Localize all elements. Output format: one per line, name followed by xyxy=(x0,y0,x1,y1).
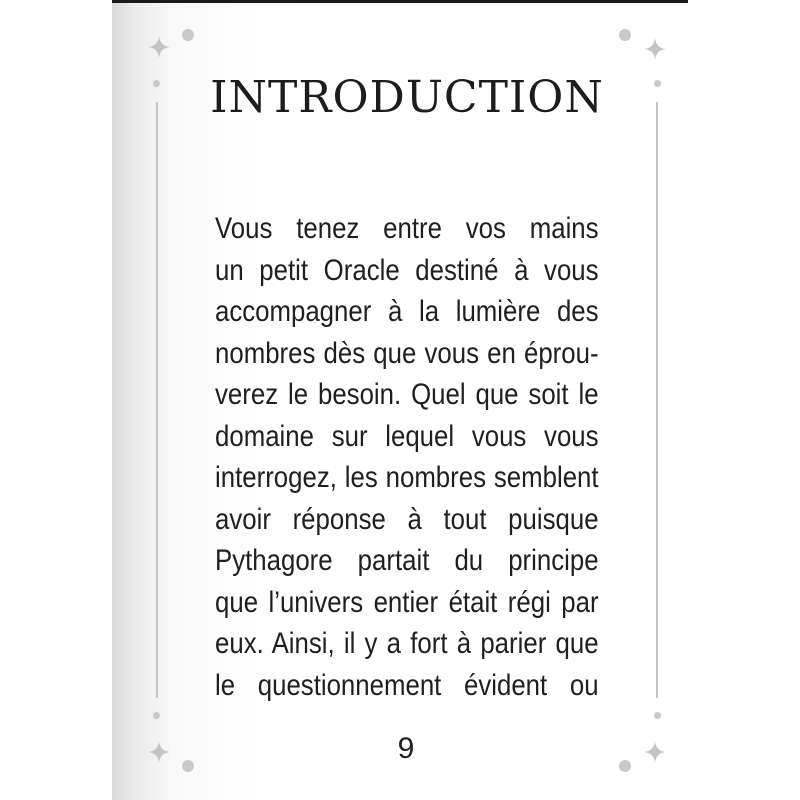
sparkle-top-right-icon xyxy=(644,38,666,60)
page-title: INTRODUCTION xyxy=(210,72,604,123)
dot-bottom-right-small-icon xyxy=(654,712,661,719)
body-line: verez le besoin. Quel que soit le xyxy=(215,378,599,411)
body-paragraph xyxy=(215,208,599,706)
body-line: Pythagore partait du principe xyxy=(215,544,599,577)
body-line: Vous tenez entre vos mains xyxy=(215,212,599,245)
dot-bottom-left-icon xyxy=(182,760,194,772)
body-line: eux. Ainsi, il y a fort à parier que xyxy=(215,627,599,660)
body-line: un petit Oracle destiné à vous xyxy=(215,253,599,287)
dot-bottom-right-icon xyxy=(619,760,631,772)
body-line: le questionnement évident ou xyxy=(215,668,599,702)
dot-top-left-icon xyxy=(182,29,194,41)
dot-top-right-icon xyxy=(619,29,631,41)
frame-left-line xyxy=(156,102,158,698)
dot-bottom-left-small-icon xyxy=(153,712,160,719)
frame-right-line xyxy=(656,102,658,698)
page-number: 9 xyxy=(397,732,415,765)
body-line: accompagner à la lumière des xyxy=(215,295,599,328)
body-line: domaine sur lequel vous vous xyxy=(215,419,599,453)
body-line: interrogez, les nombres semblent xyxy=(215,461,599,494)
body-line: nombres dès que vous en éprou- xyxy=(215,336,599,370)
body-line: que l’univers entier était régi par xyxy=(215,585,599,619)
sparkle-bottom-left-icon xyxy=(148,741,170,763)
page-top-edge xyxy=(112,0,688,3)
sparkle-top-left-icon xyxy=(148,36,170,58)
body-line: avoir réponse à tout puisque xyxy=(215,502,599,536)
sparkle-bottom-right-icon xyxy=(644,741,666,763)
